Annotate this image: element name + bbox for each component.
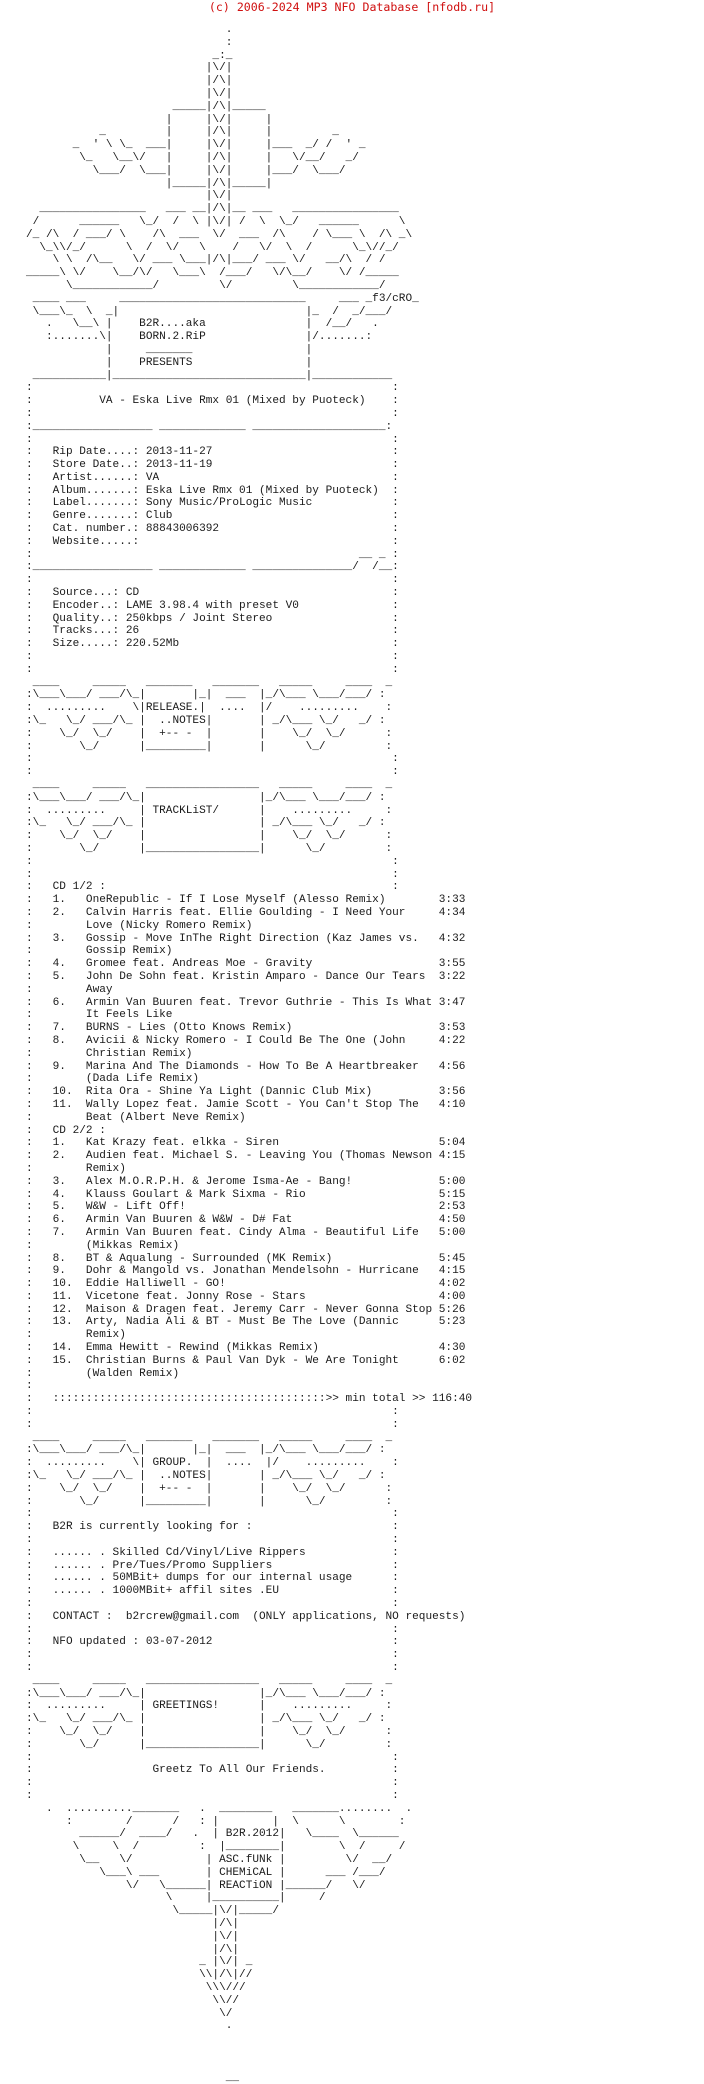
nfo-line: : [26, 1380, 472, 1393]
nfo-line: : : [26, 869, 472, 882]
nfo-line: : : [26, 1624, 472, 1637]
nfo-line: : (Walden Remix) [26, 1368, 472, 1381]
nfo-line: | _______ | [26, 344, 472, 357]
nfo-line: \ \ / : |________| \ / / [26, 1841, 472, 1854]
nfo-line: : 1. OneRepublic - If I Lose Myself (Alesso Remix) 3:33 [26, 894, 472, 907]
nfo-line: : : [26, 1598, 472, 1611]
nfo-line: :\_ \_/ ___/\_ | | _/\___ \_/ _/ : [26, 817, 472, 830]
nfo-line: \____________/ \/ \____________/ [26, 280, 472, 293]
nfo-line: : 10. Rita Ora - Shine Ya Light (Dannic Club Mix) 3:56 [26, 1086, 472, 1099]
nfo-line: : ......... \|RELEASE.| .... |/ ......... : [26, 702, 472, 715]
nfo-line: : 11. Wally Lopez feat. Jamie Scott - You Can't Stop The 4:10 [26, 1099, 472, 1112]
nfo-line: : \_/ \_/ | | \_/ \_/ : [26, 830, 472, 843]
nfo-line: : 9. Dohr & Mangold vs. Jonathan Mendelsohn - Hurricane 4:15 [26, 1265, 472, 1278]
nfo-line: |/\| [26, 1944, 472, 1957]
nfo-line: : Cat. number.: 88843006392 : [26, 523, 472, 536]
nfo-line: : Album.......: Eska Live Rmx 01 (Mixed by Puoteck) : [26, 485, 472, 498]
nfo-line: : \_/ \_/ | +-- - | | \_/ \_/ : [26, 1483, 472, 1496]
nfo-line: |\/| [26, 1931, 472, 1944]
nfo-line: : \_/ \_/ | +-- - | | \_/ \_/ : [26, 728, 472, 741]
nfo-line: : B2R is currently looking for : : [26, 1521, 472, 1534]
nfo-line: : Label.......: Sony Music/ProLogic Music : [26, 497, 472, 510]
nfo-line: : Greetz To All Our Friends. : [26, 1764, 472, 1777]
nfo-line: : 5. John De Sohn feat. Kristin Amparo - Dance Our Tears 3:22 [26, 971, 472, 984]
nfo-line: : (Dada Life Remix) [26, 1073, 472, 1086]
nfo-line: : 7. Armin Van Buuren feat. Cindy Alma - Beautiful Life 5:00 [26, 1227, 472, 1240]
nfo-line: : ...... . 50MBit+ dumps for our internal usage : [26, 1572, 472, 1585]
nfo-line: _ |\/| _ [26, 1956, 472, 1969]
nfo-line: : : [26, 408, 472, 421]
nfo-line: : : [26, 1508, 472, 1521]
nfo-line: _ ' \ \_ ___| |\/| |___ _/ / ' _ [26, 139, 472, 152]
nfo-line: : : [26, 1777, 472, 1790]
nfo-line [26, 2033, 472, 2046]
nfo-line: : NFO updated : 03-07-2012 : [26, 1636, 472, 1649]
nfo-line: \\\/// [26, 1982, 472, 1995]
nfo-line: : : [26, 651, 472, 664]
nfo-line: \___/ \___| |\/| |___/ \___/ [26, 165, 472, 178]
nfo-line: : It Feels Like [26, 1009, 472, 1022]
nfo-line: : 9. Marina And The Diamonds - How To Be A Heartbreaker 4:56 [26, 1061, 472, 1074]
nfo-line: : ...... . 1000MBit+ affil sites .EU : [26, 1585, 472, 1598]
nfo-line: : Christian Remix) [26, 1048, 472, 1061]
nfo-line: : : [26, 856, 472, 869]
nfo-line: \_ \__\/ | |/\| | \/__/ _/ [26, 152, 472, 165]
nfo-line: : Rip Date....: 2013-11-27 : [26, 446, 472, 459]
nfo-line: ____ _____ _________________ _____ ____ _ [26, 1675, 472, 1688]
nfo-line: : : [26, 766, 472, 779]
nfo-line: \/ [26, 2008, 472, 2021]
nfo-line: : ...... . Skilled Cd/Vinyl/Live Rippers : [26, 1547, 472, 1560]
nfo-line: |_____|/\|_____| [26, 178, 472, 191]
nfo-line: \/ \______| REACTiON |______/ \/ [26, 1880, 472, 1893]
nfo-line: : Artist......: VA : [26, 472, 472, 485]
nfo-line: :\_ \_/ ___/\_ | ..NOTES| | _/\___ \_/ _/ : [26, 1470, 472, 1483]
nfo-line: : Encoder..: LAME 3.98.4 with preset V0 : [26, 600, 472, 613]
nfo-line: \___\_ \ _| |_ / _/___/ [26, 306, 472, 319]
nfo-line: __ [26, 2072, 472, 2084]
nfo-line: : ......... \| GROUP. | .... |/ ......... : [26, 1457, 472, 1470]
nfo-line: \__ \/ | ASC.fUNk | \/ __/ [26, 1854, 472, 1867]
nfo-line: : \_/ |_________| | \_/ : [26, 1496, 472, 1509]
nfo-line: : 12. Maison & Dragen feat. Jeremy Carr - Never Gonna Stop 5:26 [26, 1304, 472, 1317]
nfo-line: : 13. Arty, Nadia Ali & BT - Must Be The Love (Dannic 5:23 [26, 1316, 472, 1329]
nfo-line: : 14. Emma Hewitt - Rewind (Mikkas Remix) 4:30 [26, 1342, 472, 1355]
nfo-line: |\/| [26, 88, 472, 101]
nfo-line: ______/ ____/ . | B2R.2012| \____ \______ [26, 1828, 472, 1841]
nfo-line: ___________|_____________________________|____________ [26, 370, 472, 383]
nfo-line: :\___\___/ ___/\_| |_| ___ |_/\___ \___/___/ : [26, 1444, 472, 1457]
nfo-line: : 10. Eddie Halliwell - GO! 4:02 [26, 1278, 472, 1291]
nfo-line: : 11. Vicetone feat. Jonny Rose - Stars 4:00 [26, 1291, 472, 1304]
nfo-line: : 6. Armin Van Buuren feat. Trevor Guthrie - This Is What 3:47 [26, 997, 472, 1010]
nfo-line [26, 2046, 472, 2059]
nfo-line: : ......... | TRACKLiST/ | ......... : [26, 805, 472, 818]
nfo-line: _____\ \/ \__/\/ \___\ /___/ \/\__/ \/ /_____ [26, 267, 472, 280]
nfo-line: . [26, 24, 472, 37]
nfo-line: :.......\| BORN.2.RiP |/.......: [26, 331, 472, 344]
nfo-line: : 2. Calvin Harris feat. Ellie Goulding - I Need Your 4:34 [26, 907, 472, 920]
nfo-line: \___\ ___ | CHEMiCAL | ___ /___/ [26, 1867, 472, 1880]
nfo-line: :\___\___/ ___/\_| |_/\___ \___/___/ : [26, 792, 472, 805]
nfo-line: : : [26, 1406, 472, 1419]
nfo-line: : \_/ |_________| | \_/ : [26, 741, 472, 754]
nfo-line: / ______ \_/ / \ |\/| / \ \_/ ______ \ [26, 216, 472, 229]
nfo-line: : : [26, 1419, 472, 1432]
nfo-line: : \_/ |_________________| \_/ : [26, 843, 472, 856]
nfo-line: : CONTACT : b2rcrew@gmail.com (ONLY applications, NO requests) [26, 1611, 472, 1624]
nfo-line: ____ _____ _______ _______ _____ ____ _ [26, 1432, 472, 1445]
nfo-line: /_ /\ / ___/ \ /\ ___ \/ ___ /\ / \___ \ /\ _\ [26, 229, 472, 242]
nfo-line: : Source...: CD : [26, 587, 472, 600]
nfo-line: : Love (Nicky Romero Remix) [26, 920, 472, 933]
nfo-line: |/\| [26, 75, 472, 88]
nfo-line: : ......... | GREETINGS! | ......... : [26, 1700, 472, 1713]
nfo-line: : : [26, 1752, 472, 1765]
nfo-line: : 3. Alex M.O.R.P.H. & Jerome Isma-Ae - Bang! 5:00 [26, 1176, 472, 1189]
nfo-line: ____ _____ _________________ _____ ____ _ [26, 779, 472, 792]
nfo-line: : 4. Gromee feat. Andreas Moe - Gravity 3:55 [26, 958, 472, 971]
nfo-line: ________________ ___ __|/\|__ ___ ________________ [26, 203, 472, 216]
nfo-line: :\___\___/ ___/\_| |_| ___ |_/\___ \___/___/ : [26, 689, 472, 702]
nfo-line: | |\/| | [26, 114, 472, 127]
nfo-line: : \_/ |_________________| \_/ : [26, 1739, 472, 1752]
nfo-line: : Genre.......: Club : [26, 510, 472, 523]
nfo-line: : ...... . Pre/Tues/Promo Suppliers : [26, 1560, 472, 1573]
nfo-line: |/\| [26, 1918, 472, 1931]
nfo-line: : 2. Audien feat. Michael S. - Leaving You (Thomas Newson 4:15 [26, 1150, 472, 1163]
nfo-line: : 8. BT & Aqualung - Surrounded (MK Remix) 5:45 [26, 1253, 472, 1266]
nfo-line: : : [26, 1662, 472, 1675]
nfo-line: : 8. Avicii & Nicky Romero - I Could Be The One (John 4:22 [26, 1035, 472, 1048]
nfo-line: : : [26, 664, 472, 677]
nfo-line: : Size.....: 220.52Mb : [26, 638, 472, 651]
nfo-line: : : [26, 1649, 472, 1662]
nfo-line: : \_/ \_/ | | \_/ \_/ : [26, 1726, 472, 1739]
nfo-text [26, 24, 472, 2084]
nfo-line: : Beat (Albert Neve Remix) [26, 1112, 472, 1125]
nfo-line: |\/| [26, 62, 472, 75]
nfo-line: : Away [26, 984, 472, 997]
nfo-line: :\___\___/ ___/\_| |_/\___ \___/___/ : [26, 1688, 472, 1701]
nfo-line: :\_ \_/ ___/\_ | ..NOTES| | _/\___ \_/ _/ : [26, 715, 472, 728]
nfo-line: : 5. W&W - Lift Off! 2:53 [26, 1201, 472, 1214]
nfo-line: _:_ [26, 50, 472, 63]
nfo-line: \\|/\|// [26, 1969, 472, 1982]
nfo-line: : 15. Christian Burns & Paul Van Dyk - We Are Tonight 6:02 [26, 1355, 472, 1368]
nfo-line: : Website.....: : [26, 536, 472, 549]
nfo-line: |\/| [26, 190, 472, 203]
nfo-line: : CD 1/2 : : [26, 881, 472, 894]
nfo-line: : (Mikkas Remix) [26, 1240, 472, 1253]
nfo-line: : Store Date..: 2013-11-19 : [26, 459, 472, 472]
nfo-line: : Quality..: 250kbps / Joint Stereo : [26, 613, 472, 626]
nfo-line: : : [26, 382, 472, 395]
nfo-line: : :::::::::::::::::::::::::::::::::::::::::>> min total >> 116:40 [26, 1393, 472, 1406]
nfo-line: : : [26, 574, 472, 587]
nfo-line: . [26, 2020, 472, 2033]
nfo-line: _____|/\|_____ [26, 101, 472, 114]
nfo-line: : Gossip Remix) [26, 945, 472, 958]
nfo-line: \_\\/_/ \ / \/ \ / \/ \ / \_\//_/ [26, 242, 472, 255]
nfo-line: ____ ___ ____________________________ ___ _f3/cRO_ [26, 293, 472, 306]
nfo-line: : : [26, 434, 472, 447]
nfo-line: : Tracks...: 26 : [26, 625, 472, 638]
nfo-line: : [26, 37, 472, 50]
nfo-line: | PRESENTS | [26, 357, 472, 370]
nfo-line: : VA - Eska Live Rmx 01 (Mixed by Puoteck) : [26, 395, 472, 408]
nfo-line: \_____|\/|_____/ [26, 1905, 472, 1918]
nfo-line: . \__\ | B2R....aka | /__/ . [26, 318, 472, 331]
nfo-line: ____ _____ _______ _______ _____ ____ _ [26, 677, 472, 690]
site-header: (c) 2006-2024 MP3 NFO Database [nfodb.ru] [0, 0, 704, 14]
nfo-line: \ |__________| / [26, 1892, 472, 1905]
nfo-line: : 3. Gossip - Move InThe Right Direction (Kaz James vs. 4:32 [26, 933, 472, 946]
nfo-line: . .........._______ . ________ _______........ . [26, 1803, 472, 1816]
nfo-line: : 4. Klauss Goulart & Mark Sixma - Rio 5:15 [26, 1189, 472, 1202]
nfo-line: :__________________ _____________ ____________________: [26, 421, 472, 434]
nfo-line: : Remix) [26, 1329, 472, 1342]
nfo-line: :\_ \_/ ___/\_ | | _/\___ \_/ _/ : [26, 1713, 472, 1726]
nfo-line: \\// [26, 1995, 472, 2008]
nfo-line: : 7. BURNS - Lies (Otto Knows Remix) 3:53 [26, 1022, 472, 1035]
nfo-line: : __ _ : [26, 549, 472, 562]
nfo-line: : : [26, 1534, 472, 1547]
nfo-line: \ \ /\__ \/ ___ \___|/\|___/ ___ \/ __/\ / / [26, 254, 472, 267]
nfo-line: : Remix) [26, 1163, 472, 1176]
nfo-line: : 6. Armin Van Buuren & W&W - D# Fat 4:50 [26, 1214, 472, 1227]
nfo-line: : 1. Kat Krazy feat. elkka - Siren 5:04 [26, 1137, 472, 1150]
nfo-line: :__________________ _____________ _______________/ /__: [26, 561, 472, 574]
nfo-line: : CD 2/2 : [26, 1125, 472, 1138]
nfo-line: : / / : | | \ \ : [26, 1816, 472, 1829]
nfo-line [26, 2059, 472, 2072]
nfo-line: : : [26, 1790, 472, 1803]
nfo-line: _ | |/\| | _ [26, 126, 472, 139]
nfo-line: : : [26, 753, 472, 766]
